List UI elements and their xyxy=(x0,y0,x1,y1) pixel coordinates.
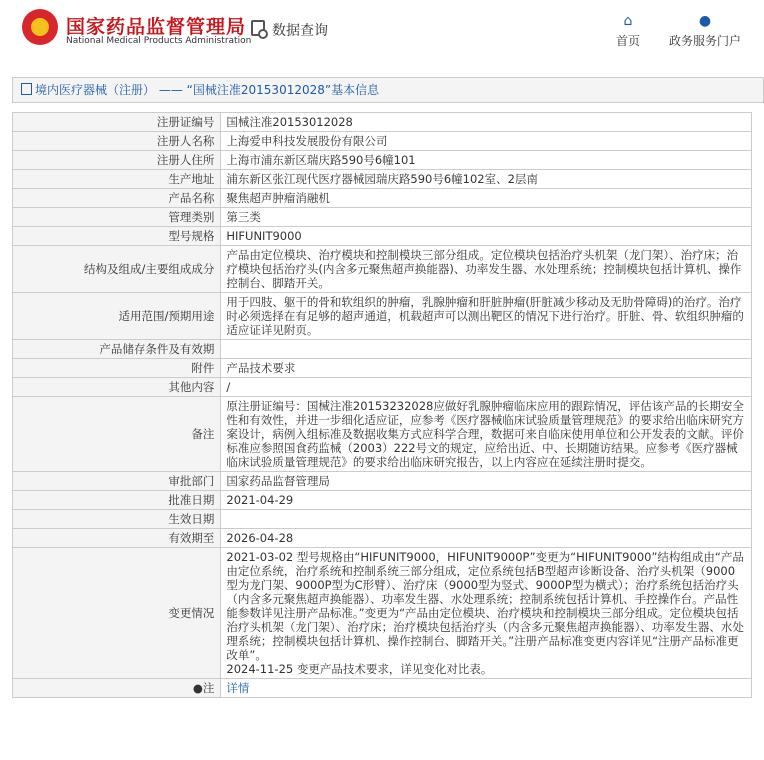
change-entry: 2024-11-25 变更产品技术要求，详见变化对比表。 xyxy=(226,662,493,676)
table-row xyxy=(13,340,752,359)
row-value: HIFUNIT9000 xyxy=(221,227,752,246)
table-row xyxy=(13,227,752,246)
table-row xyxy=(13,246,752,293)
nav-home-label: 首页 xyxy=(615,34,640,48)
row-value: 上海市浦东新区瑞庆路590号6幢101 xyxy=(221,151,752,170)
row-value xyxy=(221,510,752,529)
row-label: 产品储存条件及有效期 xyxy=(13,340,221,359)
row-value: 国械注准20153012028 xyxy=(221,113,752,132)
title-dash: —— xyxy=(158,83,183,97)
row-value: / xyxy=(221,378,752,397)
row-value xyxy=(221,340,752,359)
row-label: 变更情况 xyxy=(13,548,221,679)
row-label: 型号规格 xyxy=(13,227,221,246)
table-row xyxy=(13,491,752,510)
row-label: 有效期至 xyxy=(13,529,221,548)
change-history xyxy=(221,548,752,679)
table-row xyxy=(13,510,752,529)
document-icon xyxy=(21,83,32,95)
table-row xyxy=(13,472,752,491)
row-label: 审批部门 xyxy=(13,472,221,491)
row-value: 上海爱申科技发展股份有限公司 xyxy=(221,132,752,151)
row-value: 国家药品监督管理局 xyxy=(221,472,752,491)
home-icon: ⌂ xyxy=(623,13,633,29)
row-label: 生效日期 xyxy=(13,510,221,529)
table-row xyxy=(13,378,752,397)
row-value: 产品技术要求 xyxy=(221,359,752,378)
note-label: 注 xyxy=(202,681,215,695)
row-value: 原注册证编号：国械注准20153232028应做好乳腺肿瘤临床应用的跟踪情况，评估该产品的长期安全性和有效性，并进一步细化适应证，应参考《医疗器械临床试验质量管理规范》的要求给出临床研究方案设计，病例入组标准及数据收集方式应科学合理，数据可来自临床使用单位和公开发表的文献。评价标准应参照国食药监械（2003）222号文的规定，应给出近、中、长期随访结果。应参考《医疗器械临床试验质量管理规范》的要求给出临床研究报告，以上内容应在延续注册时提交。 xyxy=(221,397,752,472)
row-value: 第三类 xyxy=(221,208,752,227)
table-row xyxy=(13,151,752,170)
table-row xyxy=(13,397,752,472)
record-category: 境内医疗器械（注册） xyxy=(35,83,156,97)
row-label: 其他内容 xyxy=(13,378,221,397)
row-label xyxy=(13,679,221,698)
table-row xyxy=(13,170,752,189)
row-label: 适用范围/预期用途 xyxy=(13,293,221,340)
row-value: 2021-04-29 xyxy=(221,491,752,510)
table-row xyxy=(13,529,752,548)
row-label: 结构及组成/主要组成成分 xyxy=(13,246,221,293)
row-value: 2026-04-28 xyxy=(221,529,752,548)
brand-subtitle: National Medical Products Administration xyxy=(66,36,252,46)
row-value xyxy=(221,679,752,698)
nmpa-emblem-icon xyxy=(22,9,58,45)
row-value: 产品由定位模块、治疗模块和控制模块三部分组成。定位模块包括治疗头机架（龙门架）、治疗床；治疗模块包括治疗头(内含多元聚焦超声换能器)、功率发生器、水处理系统；控制模块包括计算机、操作控制台、脚踏开关。 xyxy=(221,246,752,293)
pin-icon: ● xyxy=(192,681,203,695)
table-row xyxy=(13,113,752,132)
nav-gov-portal[interactable] xyxy=(665,14,745,49)
row-label: 附件 xyxy=(13,359,221,378)
row-label: 备注 xyxy=(13,397,221,472)
row-label: 注册人名称 xyxy=(13,132,221,151)
change-entry: 2021-03-02 型号规格由“HIFUNIT9000，HIFUNIT9000P”变更为“HIFUNIT9000”结构组成由“产品由定位系统，治疗系统和控制系统三部分组成，定位系统包括B型超声诊断设备、治疗头机架（9000型为龙门架、9000P型为C形臂）、治疗床（9000型为竖式、9000P型为横式）；治疗系统包括治疗头（内含多元聚焦超声换能器）、功率发生器、水处理系统；控制系统包括计算机、手控操作台。产品性能参数详见注册产品标准。”变更为“产品由定位模块、治疗模块和控制模块三部分组成。定位模块包括治疗头机架（龙门架）、治疗床；治疗模块包括治疗头（内含多元聚焦超声换能器）、功率发生器、水处理系统；控制模块包括计算机、操作控制台、脚踏开关。”注册产品标准变更内容详见“注册产品标准更改单”。 xyxy=(226,550,744,662)
detail-table xyxy=(12,112,752,698)
record-title-bar xyxy=(12,77,764,103)
row-value: 聚焦超声肿瘤消融机 xyxy=(221,189,752,208)
row-label: 注册证编号 xyxy=(13,113,221,132)
table-row xyxy=(13,679,752,698)
table-row xyxy=(13,359,752,378)
table-row xyxy=(13,293,752,340)
details-link[interactable]: 详情 xyxy=(226,681,250,695)
table-row xyxy=(13,548,752,679)
row-label: 批准日期 xyxy=(13,491,221,510)
row-label: 管理类别 xyxy=(13,208,221,227)
table-row xyxy=(13,189,752,208)
data-query-label[interactable]: 数据查询 xyxy=(272,23,328,39)
table-row xyxy=(13,208,752,227)
table-row xyxy=(13,132,752,151)
nav-home[interactable] xyxy=(613,14,643,49)
record-title: “国械注准20153012028”基本信息 xyxy=(186,83,380,97)
row-value: 用于四肢、躯干的骨和软组织的肿瘤，乳腺肿瘤和肝脏肿瘤(肝脏减少移动及无肋骨障碍)的治疗。治疗时必须选择在有足够的超声通道，机载超声可以测出靶区的情况下进行治疗。肝脏、骨、软组织肿瘤的适应证详见附页。 xyxy=(221,293,752,340)
data-query-icon[interactable] xyxy=(251,20,265,36)
row-label: 注册人住所 xyxy=(13,151,221,170)
row-label: 生产地址 xyxy=(13,170,221,189)
site-header xyxy=(0,0,764,62)
row-label: 产品名称 xyxy=(13,189,221,208)
row-value: 浦东新区张江现代医疗器械园瑞庆路590号6幢102室、2层南 xyxy=(221,170,752,189)
nav-gov-label: 政务服务门户 xyxy=(668,34,741,48)
user-icon: ● xyxy=(698,13,712,29)
brand-title[interactable]: 国家药品监督管理局 xyxy=(66,16,247,38)
